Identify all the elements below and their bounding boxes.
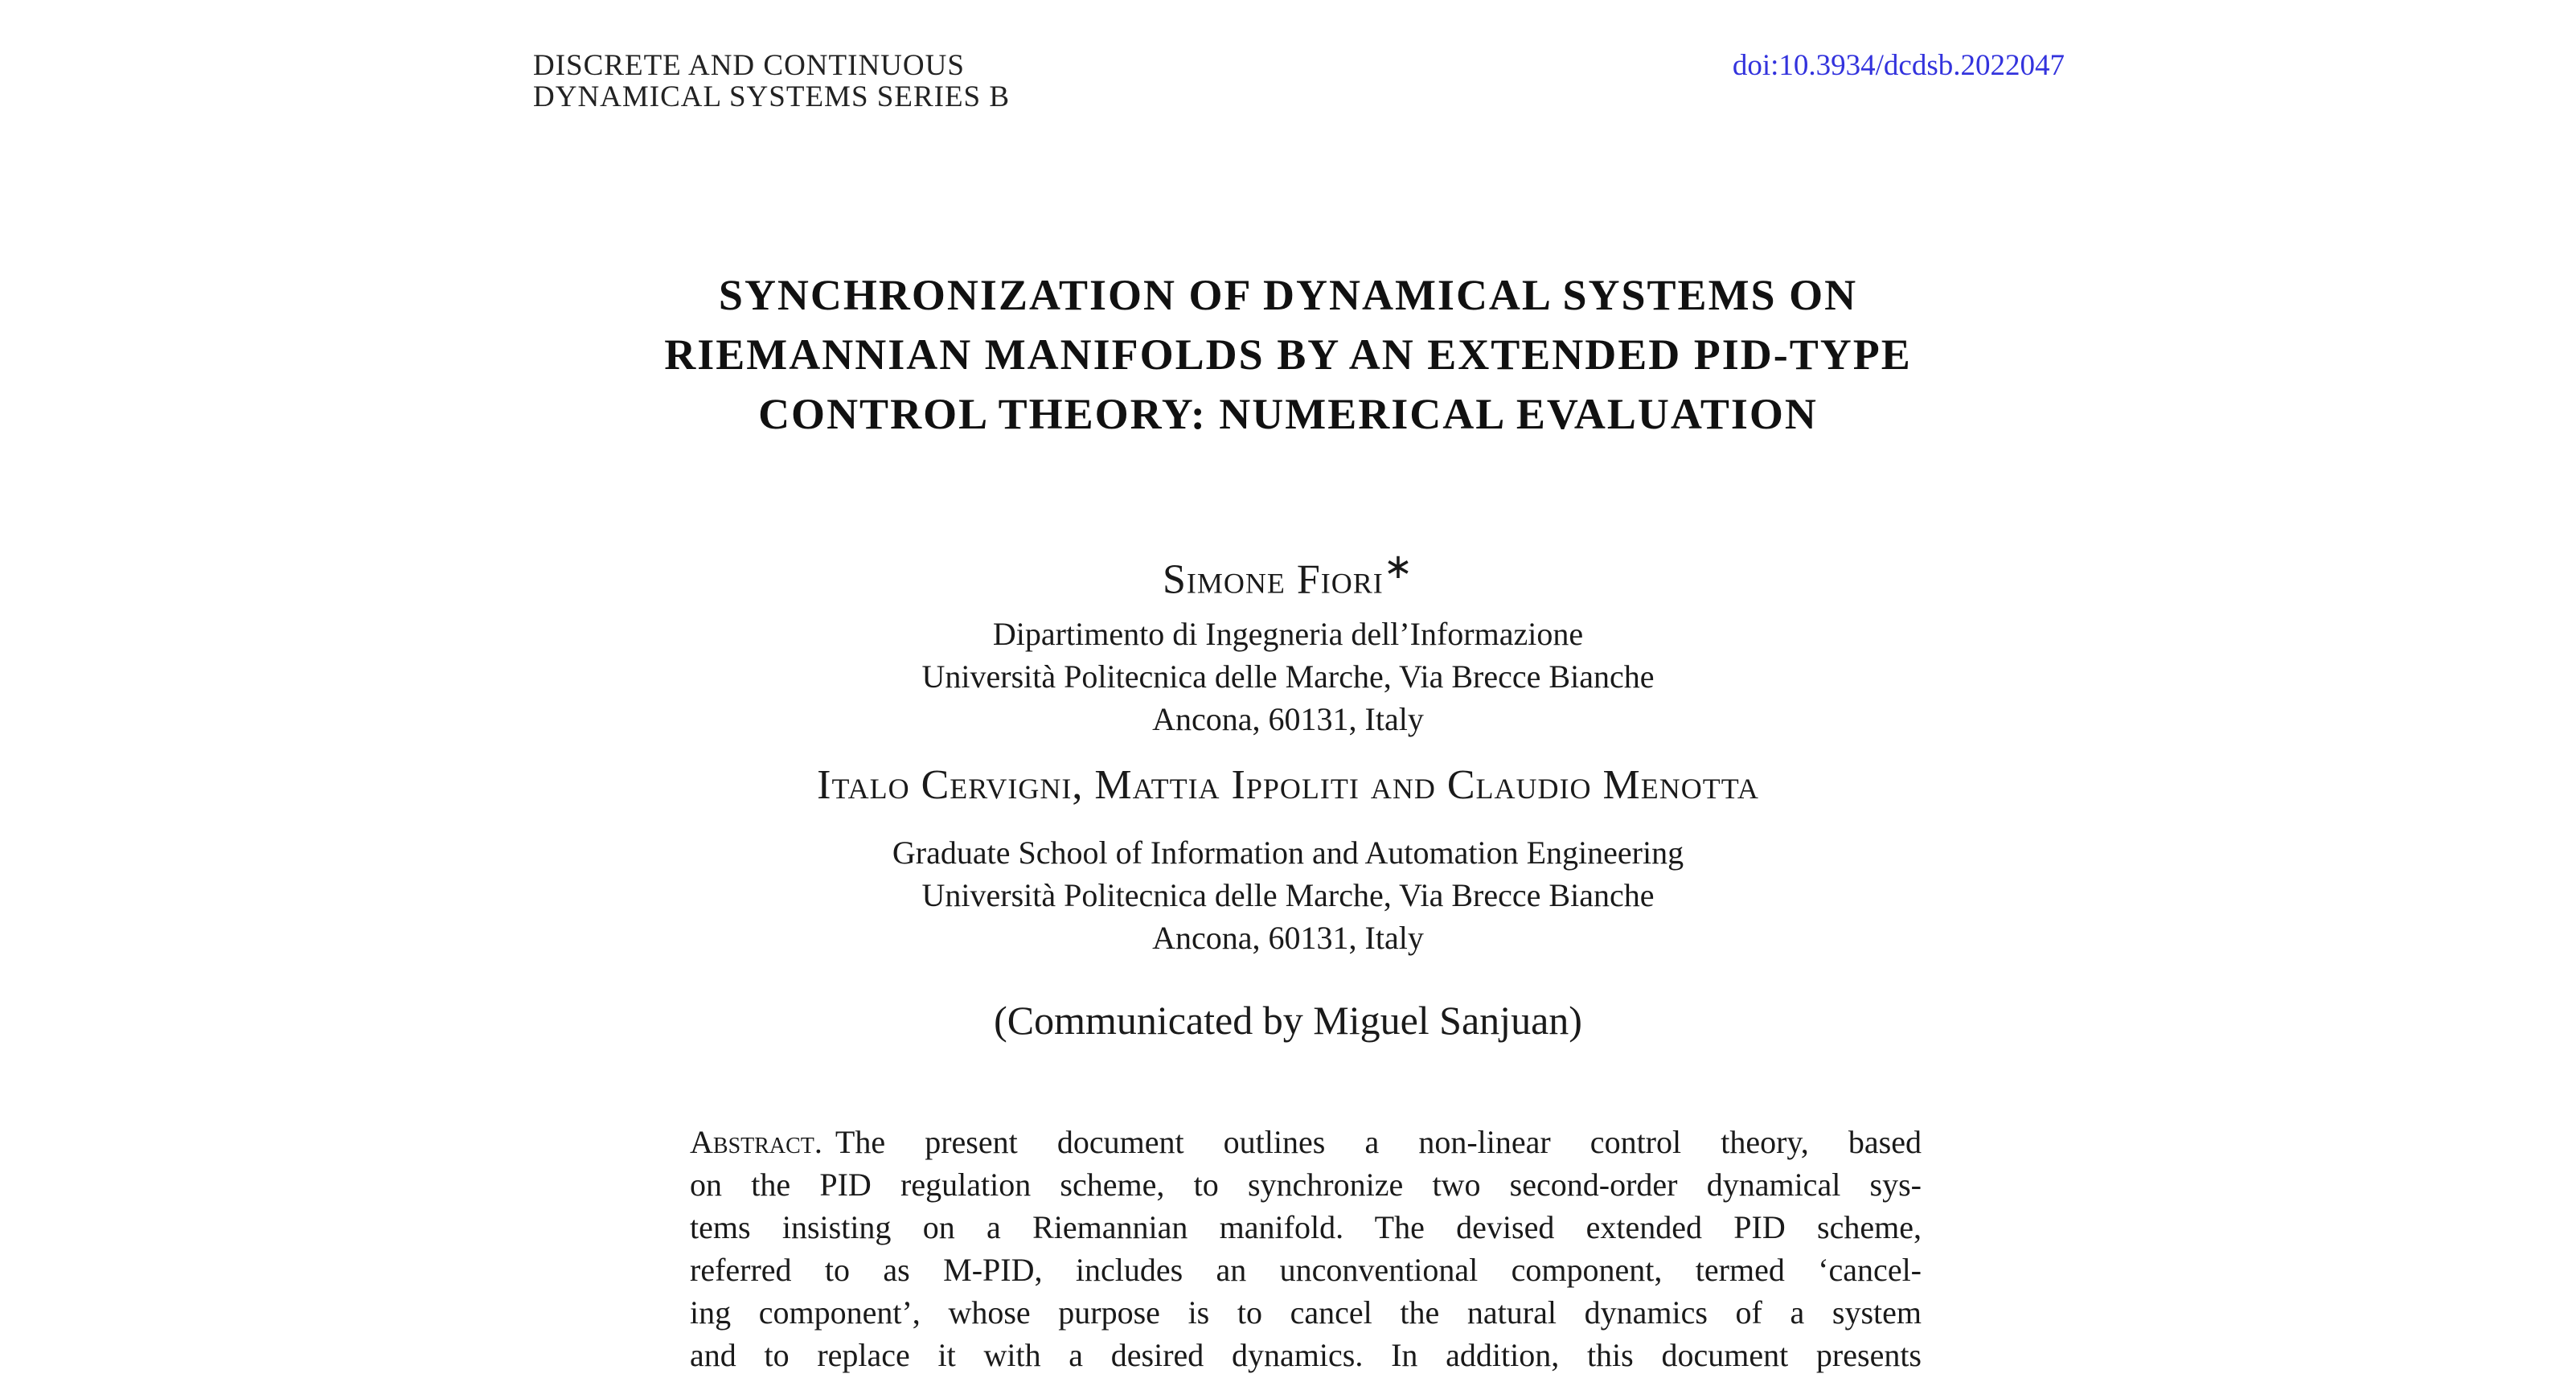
abstract-text: The present document outlines a non-linear control theory, based	[835, 1124, 1922, 1160]
abstract-line: tems insisting on a Riemannian manifold. The devised extended PID scheme,	[690, 1209, 1922, 1245]
author-name: Simone Fiori	[1162, 556, 1384, 603]
doi-link[interactable]: doi:10.3934/dcdsb.2022047	[1732, 49, 2065, 82]
title-line: RIEMANNIAN MANIFOLDS BY AN EXTENDED PID-TYPE	[664, 330, 1912, 379]
abstract-line: on the PID regulation scheme, to synchronize two second-order dynamical sys-	[690, 1167, 1922, 1203]
affiliation-second	[0, 831, 2576, 959]
abstract-line	[690, 1121, 1922, 1163]
abstract-line: ing component’, whose purpose is to cancel the natural dynamics of a system	[690, 1294, 1922, 1331]
abstract-label: Abstract.	[690, 1124, 822, 1160]
corresponding-author-mark: ∗	[1383, 547, 1414, 586]
affiliation-line: Ancona, 60131, Italy	[1152, 701, 1424, 737]
affiliation-line: Ancona, 60131, Italy	[1152, 920, 1424, 956]
journal-name-line1: DISCRETE AND CONTINUOUS	[533, 49, 965, 82]
journal-name	[533, 50, 1010, 113]
abstract-line: referred to as M-PID, includes an unconventional component, termed ‘cancel-	[690, 1252, 1922, 1288]
paper-title	[0, 265, 2576, 444]
communicated-by: (Communicated by Miguel Sanjuan)	[994, 998, 1582, 1043]
author-group	[0, 759, 2576, 812]
affiliation-line: Dipartimento di Ingegneria dell’Informazione	[992, 616, 1584, 652]
title-line: CONTROL THEORY: NUMERICAL EVALUATION	[758, 390, 1818, 438]
abstract	[690, 1121, 1922, 1376]
affiliation-line: Graduate School of Information and Automation Engineering	[892, 835, 1684, 871]
journal-name-line2: DYNAMICAL SYSTEMS SERIES B	[533, 80, 1011, 113]
author-first	[0, 540, 2576, 606]
affiliation-line: Università Politecnica delle Marche, Via Brecce Bianche	[921, 658, 1655, 695]
author-names: Italo Cervigni, Mattia Ippoliti and Claudio Menotta	[817, 762, 1759, 808]
affiliation-first	[0, 613, 2576, 740]
title-line: SYNCHRONIZATION OF DYNAMICAL SYSTEMS ON	[718, 271, 1858, 319]
affiliation-line: Università Politecnica delle Marche, Via Brecce Bianche	[921, 877, 1655, 913]
abstract-line: and to replace it with a desired dynamics. In addition, this document presents	[690, 1337, 1922, 1373]
